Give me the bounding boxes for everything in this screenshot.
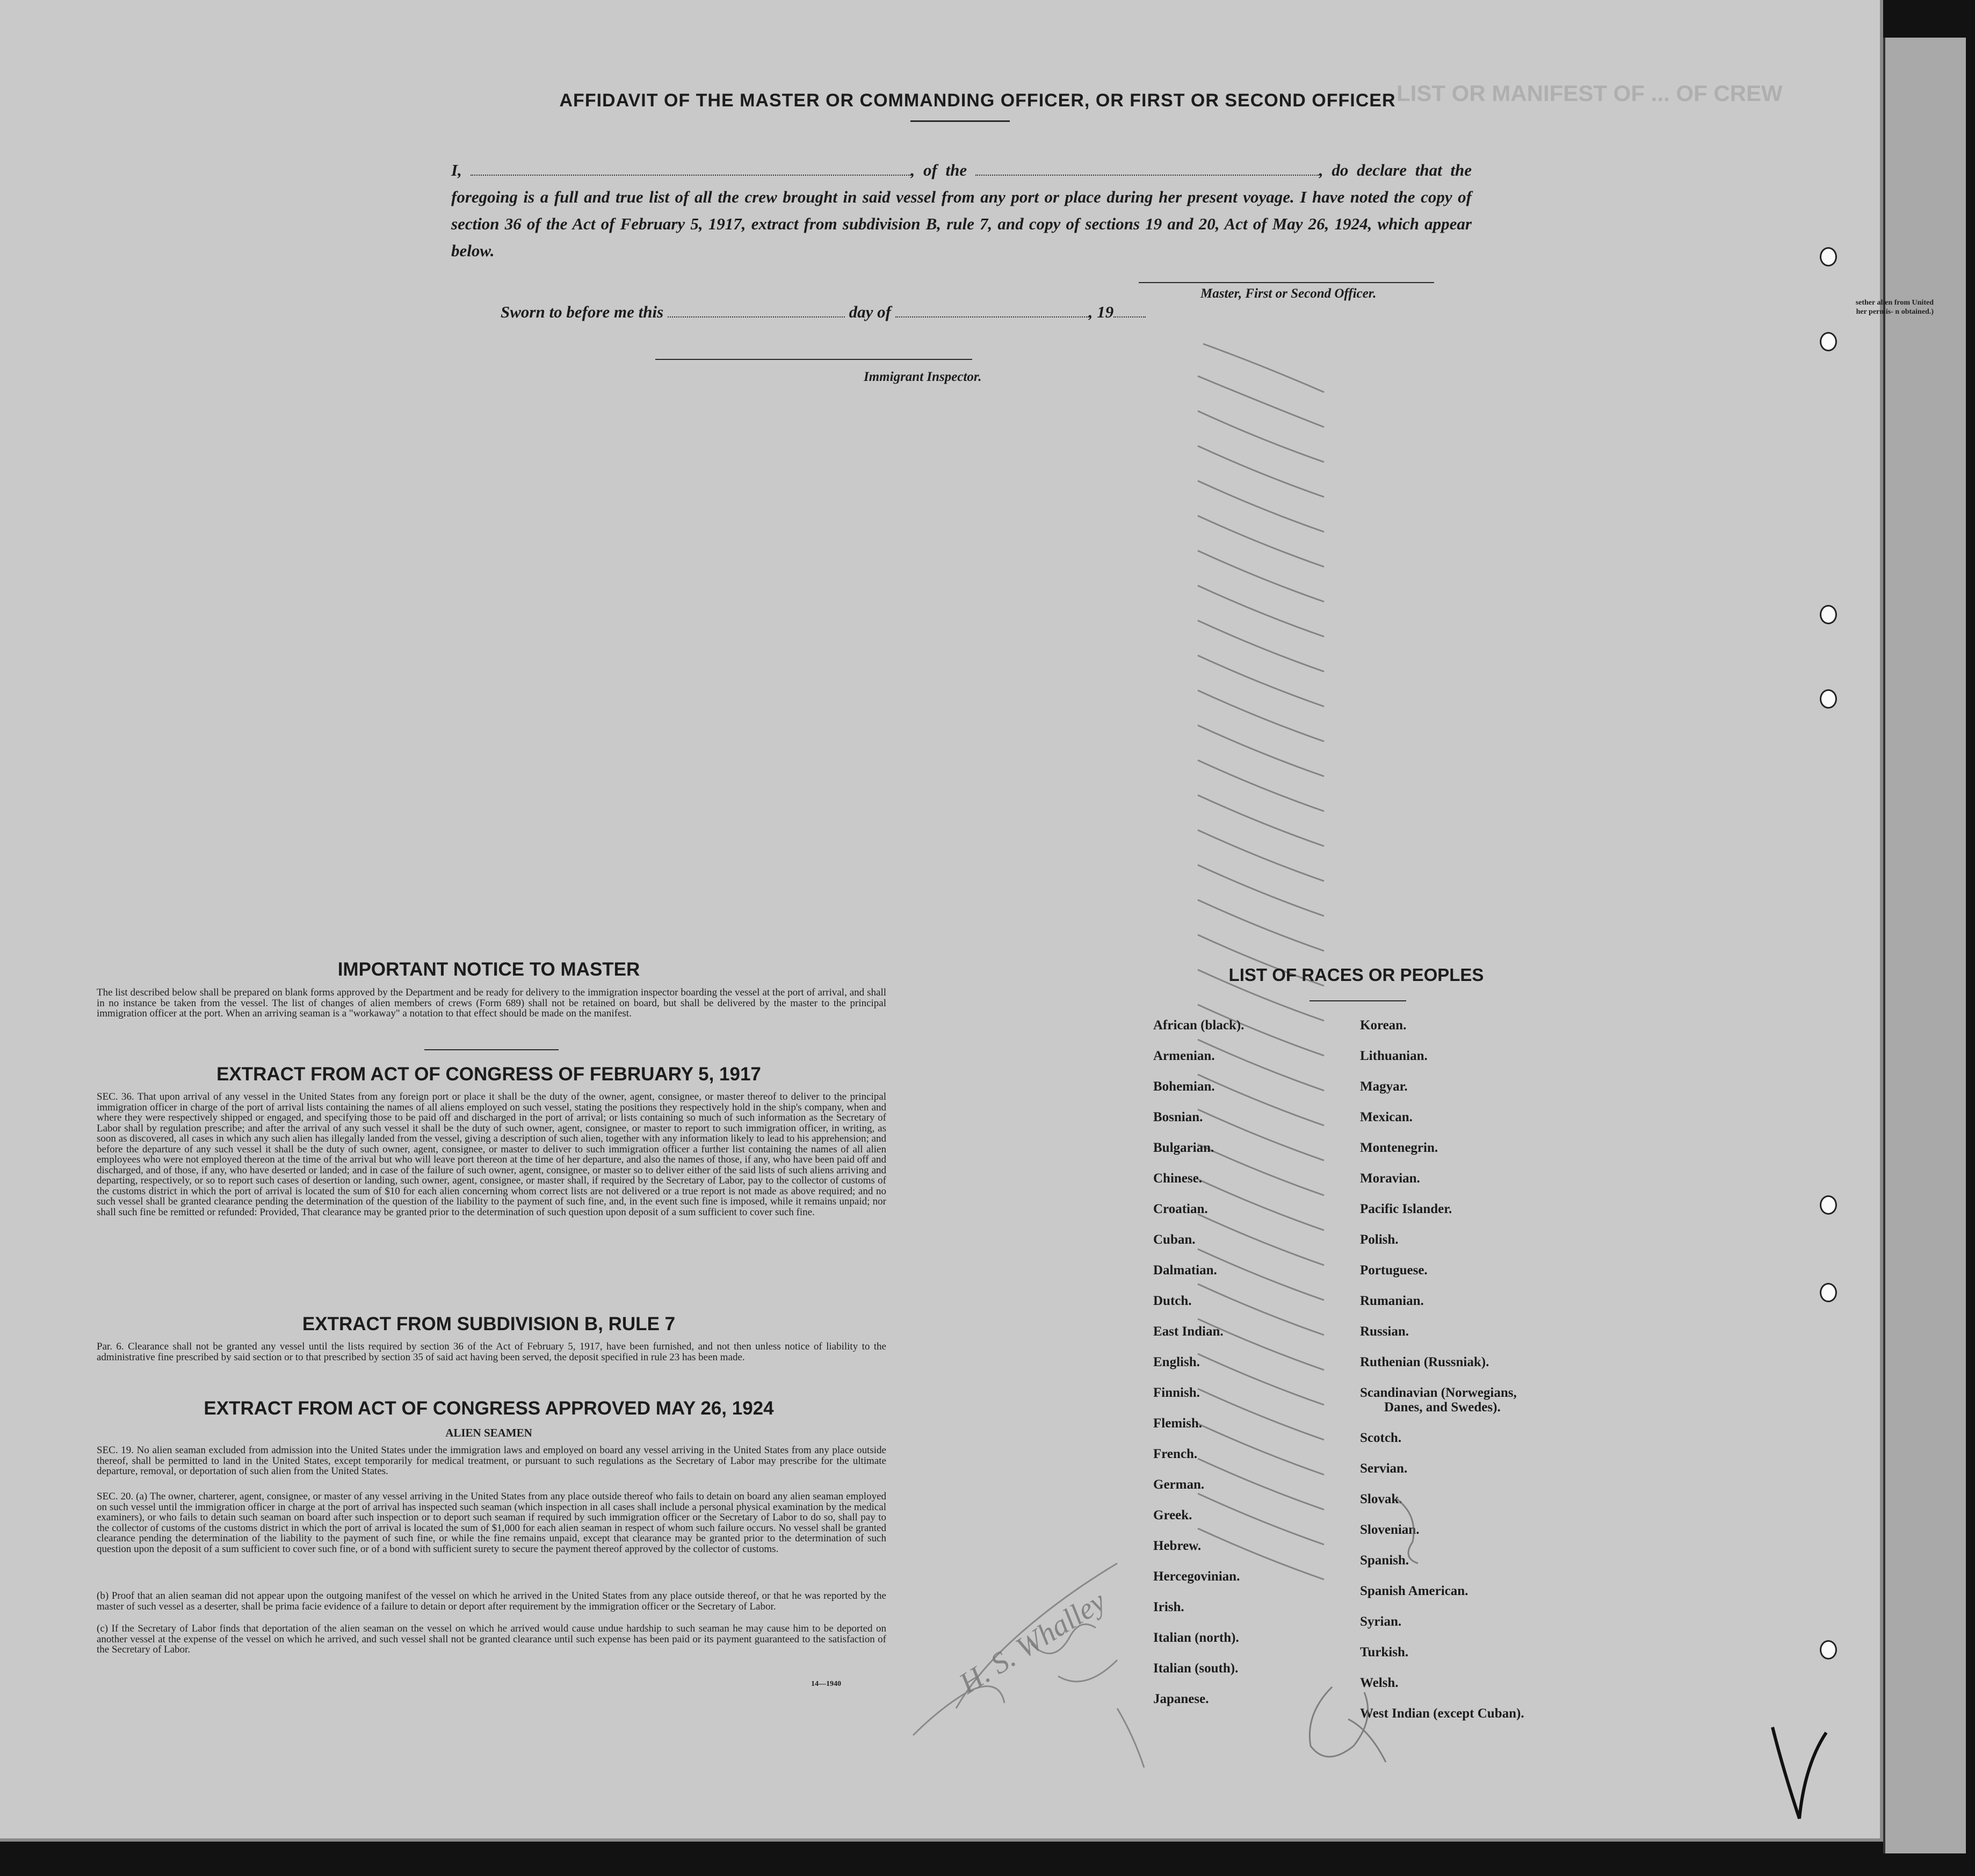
affidavit-title: AFFIDAVIT OF THE MASTER OR COMMANDING OFFICER, OR FIRST OR SECOND OFFICER bbox=[559, 90, 1396, 111]
extract-1924-sec20a: SEC. 20. (a) The owner, charterer, agent, consignee, or master of any vessel arriving in the United States from any place outside thereof who fails to detain on board any alien seaman employed on such vessel until the immigration officer in charge at the port of arrival has inspected such seaman (which inspection in all cases shall include a personal physical examination by the medical examiners), or who fails to detain such seaman on board after such inspection or to deport such seaman if required by such immigration officer or the Secretary of Labor to do so, shall pay to the collector of customs of the customs district in which the port of arrival is located the sum of $1,000 for each alien seaman in respect of whom such failure occurs. No vessel shall be granted clearance pending the determination of the liability to the payment of such fine, or while the fine remains unpaid, except that clearance may be granted prior to the determination of such question upon the deposit of a sum sufficient to cover such fine, or of a bond with sufficient surety to secure the payment thereof approved by the collector of customs. bbox=[97, 1491, 886, 1555]
race-item: African (black). bbox=[1153, 1018, 1245, 1033]
race-item: Italian (north). bbox=[1153, 1630, 1239, 1645]
races-title: LIST OF RACES OR PEOPLES bbox=[1228, 965, 1484, 985]
race-item: Danes, and Swedes). bbox=[1384, 1400, 1501, 1415]
race-item: Spanish. bbox=[1360, 1553, 1409, 1568]
sworn-text bbox=[501, 302, 1146, 322]
extract-1924-sec19: SEC. 19. No alien seaman excluded from admission into the United States under the immigration laws and employed on board any vessel arriving in the United States from any place outside thereof, shall be permitted to land in the United States, except temporarily for medical treatment, or pursuant to such regulations as the Secretary of Labor may prescribe for the ultimate departure, removal, or deportation of such alien from the United States. bbox=[97, 1445, 886, 1477]
inspector-signature-line bbox=[655, 359, 972, 360]
punch-hole bbox=[1820, 1640, 1837, 1659]
title-divider bbox=[910, 120, 1010, 122]
extract-1924-title: EXTRACT FROM ACT OF CONGRESS APPROVED MAY 26, 1924 bbox=[204, 1398, 774, 1419]
handwritten-signature bbox=[892, 1531, 1171, 1778]
race-item: Slovak. bbox=[1360, 1492, 1402, 1506]
master-signature-line bbox=[1139, 282, 1434, 283]
race-item: Hercegovinian. bbox=[1153, 1569, 1240, 1584]
race-item: Greek. bbox=[1153, 1508, 1192, 1523]
race-item: Scotch. bbox=[1360, 1431, 1402, 1445]
sworn-year-blank[interactable] bbox=[1113, 304, 1146, 318]
race-item: Pacific Islander. bbox=[1360, 1202, 1452, 1216]
race-item: Montenegrin. bbox=[1360, 1141, 1438, 1155]
declaration-i: I, bbox=[451, 161, 462, 179]
race-item: Hebrew. bbox=[1153, 1539, 1202, 1553]
inspector-label: Immigrant Inspector. bbox=[864, 370, 982, 384]
race-item: Portuguese. bbox=[1360, 1263, 1428, 1278]
signature-text: H. S. Whalley bbox=[953, 1584, 1112, 1701]
name-blank[interactable] bbox=[471, 162, 911, 176]
race-item: Mexican. bbox=[1360, 1110, 1413, 1124]
race-item: Ruthenian (Russniak). bbox=[1360, 1355, 1489, 1369]
sworn-day-of: day of bbox=[849, 302, 891, 321]
extract-1917-title: EXTRACT FROM ACT OF CONGRESS OF FEBRUARY 5, 1917 bbox=[216, 1064, 761, 1085]
races-divider bbox=[1310, 1000, 1406, 1001]
race-item: Moravian. bbox=[1360, 1171, 1420, 1186]
race-item: Japanese. bbox=[1153, 1692, 1209, 1706]
notice-title: IMPORTANT NOTICE TO MASTER bbox=[337, 959, 640, 980]
notice-body: The list described below shall be prepared on blank forms approved by the Department and be ready for delivery to the immigration inspector boarding the vessel at the port of arrival, and shall in no instance be taken from the vessel. The list of changes of alien members of crews (Form 689) shall not be retained on board, but shall be delivered by the master to the principal immigration officer at the port. When an arriving seaman is a "workaway" a notation to that effect should be made on the manifest. bbox=[97, 987, 886, 1019]
declaration-declare: , do declare bbox=[1319, 161, 1407, 179]
race-item: Polish. bbox=[1360, 1232, 1399, 1247]
race-item: Cuban. bbox=[1153, 1232, 1196, 1247]
extract-rule7-body: Par. 6. Clearance shall not be granted any vessel until the lists required by section 36 of the Act of February 5, 1917, have been furnished, and not then unless notice of liability to the administrative fine prescribed by said section or to that prescribed by section 35 of said act having been served, the deposit specified in rule 23 has been made. bbox=[97, 1341, 886, 1363]
punch-hole bbox=[1820, 247, 1837, 266]
declaration-body: that the foregoing is a full and true list of all the crew brought in said vessel from any port or place during her present voyage. I have noted the copy of section 36 of the Act of February 5, 1917, extract from subdivision B, rule 7, and copy of sections 19 and 20, Act of May 26, 1924, which appear below. bbox=[451, 161, 1472, 260]
punch-hole bbox=[1820, 605, 1837, 624]
race-item: Russian. bbox=[1360, 1324, 1409, 1339]
race-item: French. bbox=[1153, 1447, 1198, 1461]
race-item: Turkish. bbox=[1360, 1645, 1409, 1659]
race-item: Flemish. bbox=[1153, 1416, 1202, 1431]
form-code: 14—1940 bbox=[811, 1680, 841, 1688]
race-item: Lithuanian. bbox=[1360, 1049, 1428, 1063]
race-item: Armenian. bbox=[1153, 1049, 1215, 1063]
race-item: Irish. bbox=[1153, 1600, 1184, 1614]
extract-1924-sec20b: (b) Proof that an alien seaman did not appear upon the outgoing manifest of the vessel on which he arrived in the United States from any place outside thereof, or that he was reported by the master of such vessel as a deserter, shall be prima facie evidence of a failure to detain or deport after requirement by the immigration officer or the Secretary of Labor. bbox=[97, 1590, 886, 1612]
sworn-month-blank[interactable] bbox=[895, 304, 1089, 318]
extract-1924-subtitle: ALIEN SEAMEN bbox=[445, 1426, 532, 1439]
race-item: Chinese. bbox=[1153, 1171, 1202, 1186]
punch-hole bbox=[1820, 689, 1837, 709]
race-item: Finnish. bbox=[1153, 1386, 1200, 1400]
handwritten-page-mark bbox=[1762, 1716, 1837, 1824]
race-item: Servian. bbox=[1360, 1461, 1408, 1476]
notice-divider bbox=[424, 1049, 559, 1050]
punch-hole bbox=[1820, 1195, 1837, 1215]
sworn-year: , 19 bbox=[1088, 302, 1114, 321]
handwritten-scribble-races bbox=[1289, 1493, 1461, 1773]
adjacent-page-note: sether alien from United her permis- n obtained.) bbox=[1855, 299, 1934, 316]
race-item: East Indian. bbox=[1153, 1324, 1224, 1339]
race-item: Slovenian. bbox=[1360, 1523, 1420, 1537]
race-item: Croatian. bbox=[1153, 1202, 1208, 1216]
race-item: English. bbox=[1153, 1355, 1200, 1369]
race-item: Dutch. bbox=[1153, 1294, 1192, 1308]
race-item: Welsh. bbox=[1360, 1676, 1399, 1690]
race-item: Bohemian. bbox=[1153, 1079, 1215, 1094]
declaration-of: , of the bbox=[910, 161, 967, 179]
extract-rule7-title: EXTRACT FROM SUBDIVISION B, RULE 7 bbox=[302, 1314, 676, 1334]
extract-1924-sec20c: (c) If the Secretary of Labor finds that deportation of the alien seaman on the vessel on which he arrived would cause undue hardship to such seaman he may cause him to be deported on another vessel at the expense of the vessel on which he arrived, and such vessel shall not be granted clearance until such expense has been paid or its payment guaranteed to the satisfaction of the Secretary of Labor. bbox=[97, 1623, 886, 1655]
race-item: West Indian (except Cuban). bbox=[1360, 1706, 1524, 1721]
race-item: Spanish American. bbox=[1360, 1584, 1468, 1598]
race-item: Rumanian. bbox=[1360, 1294, 1424, 1308]
race-item: Bosnian. bbox=[1153, 1110, 1203, 1124]
declaration-text bbox=[451, 157, 1472, 264]
race-item: Scandinavian (Norwegians, bbox=[1360, 1386, 1517, 1400]
sworn-day-blank[interactable] bbox=[668, 304, 845, 318]
vessel-blank[interactable] bbox=[975, 162, 1319, 176]
race-item: Magyar. bbox=[1360, 1079, 1408, 1094]
sworn-prefix: Sworn to before me this bbox=[501, 302, 664, 321]
punch-hole bbox=[1820, 332, 1837, 351]
race-item: Bulgarian. bbox=[1153, 1141, 1214, 1155]
race-item: Italian (south). bbox=[1153, 1661, 1239, 1676]
race-item: Korean. bbox=[1360, 1018, 1407, 1033]
master-signature-label: Master, First or Second Officer. bbox=[1200, 286, 1377, 301]
race-item: Dalmatian. bbox=[1153, 1263, 1217, 1278]
race-item: German. bbox=[1153, 1477, 1205, 1492]
race-item: Syrian. bbox=[1360, 1614, 1402, 1629]
extract-1917-body: SEC. 36. That upon arrival of any vessel in the United States from any foreign port or place it shall be the duty of the owner, agent, consignee, or master thereof to deliver to the principal immigration officer in charge of the port of arrival lists containing the names of all aliens employed on such vessel, stating the positions they respectively hold in the ship's company, when and where they were respectively shipped or engaged, and specifying those to be paid off and discharged in the port of arrival; or lists containing so much of such information as the Secretary of Labor shall by regulation prescribe; and after the arrival of any such vessel it shall be the duty of such owner, agent, consignee, or master to report to such immigration officer, in writing, as soon as discovered, all cases in which any such alien has illegally landed from the vessel, giving a description of such alien, together with any information likely to lead to his apprehension; and before the departure of any such vessel it shall be the duty of such owner, agent, consignee, or master to deliver to such immigration officer a further list containing the names of all alien employees who were not employed thereon at the time of the arrival but who will leave port thereon at the time of her departure, and also the names of those, if any, who have been paid off and discharged, and of those, if any, who have deserted or landed; and in case of the failure of such owner, agent, consignee, or master so to deliver either of the said lists of such aliens arriving and departing, respectively, or so to report such cases of desertion or landing, such owner, agent, consignee, or master shall, if required by the Secretary of Labor, pay to the collector of customs of the customs district in which the port of arrival is located the sum of $10 for each alien concerning whom correct lists are not delivered or a true report is not made as above required; and no such vessel shall be granted clearance pending the determination of the question of the liability to the payment of such fine, and, in the event such fine is imposed, while it remains unpaid; nor shall such fine be remitted or refunded: Provided, That clearance may be granted prior to the determination of such question upon deposit of a sum sufficient to cover such fine. bbox=[97, 1091, 886, 1218]
bleed-through-header: LIST OR MANIFEST OF ... OF CREW bbox=[1397, 81, 1783, 106]
punch-hole bbox=[1820, 1283, 1837, 1302]
